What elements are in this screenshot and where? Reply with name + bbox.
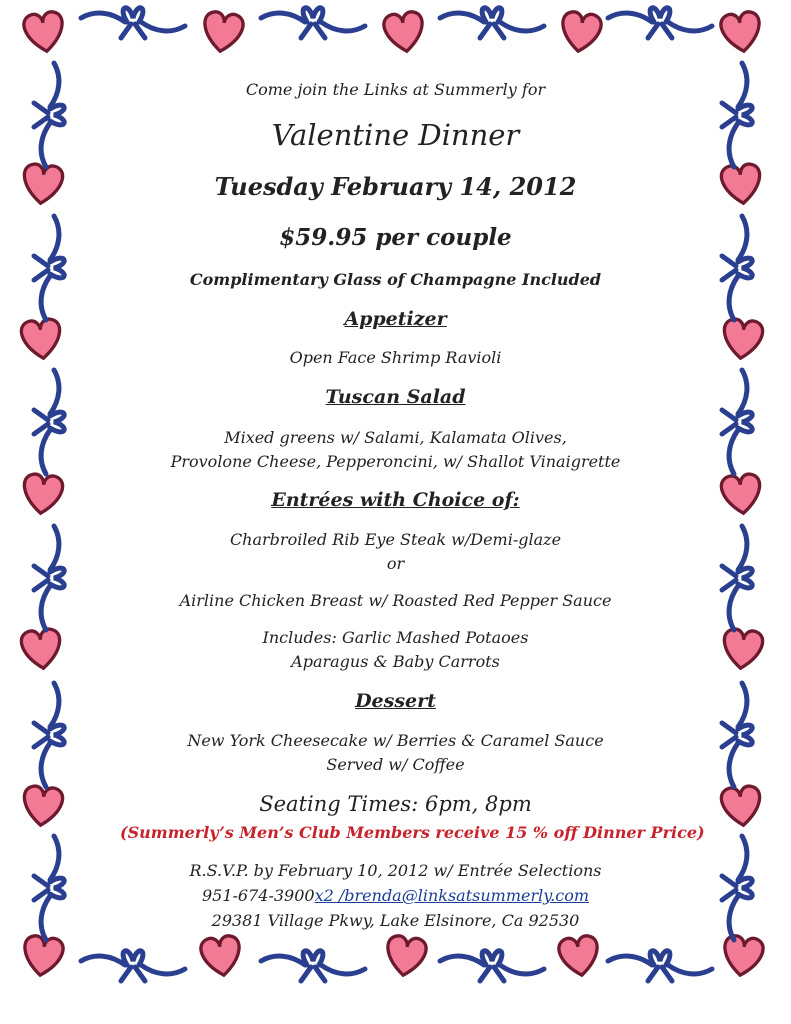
ribbon-bow-icon bbox=[722, 216, 752, 320]
heart-icon bbox=[720, 473, 762, 515]
event-title: Valentine Dinner bbox=[271, 118, 520, 152]
entree-1: Charbroiled Rib Eye Steak w/Demi-glaze bbox=[229, 530, 562, 549]
rsvp-line: R.S.V.P. by February 10, 2012 w/ Entrée Selections bbox=[189, 861, 602, 880]
event-price: $59.95 per couple bbox=[279, 224, 512, 251]
dessert-heading: Dessert bbox=[355, 690, 436, 712]
seating-times: Seating Times: 6pm, 8pm bbox=[259, 792, 532, 816]
ribbon-bow-icon bbox=[608, 8, 712, 38]
appetizer-item: Open Face Shrimp Ravioli bbox=[289, 348, 502, 367]
ribbon-bow-icon bbox=[722, 836, 752, 940]
ribbon-bow-icon bbox=[722, 370, 752, 474]
ribbon-bow-icon bbox=[440, 8, 544, 38]
salad-line-1: Mixed greens w/ Salami, Kalamata Olives, bbox=[224, 428, 567, 447]
ribbon-bow-icon bbox=[261, 8, 365, 38]
contact-line bbox=[120, 886, 671, 905]
heart-icon bbox=[558, 935, 601, 978]
entree-or: or bbox=[386, 554, 405, 573]
heart-icon bbox=[20, 628, 62, 670]
discount-note: (Summerly’s Men’s Club Members receive 15 % off Dinner Price) bbox=[120, 823, 705, 842]
ribbon-bow-icon bbox=[34, 63, 64, 167]
event-date: Tuesday February 14, 2012 bbox=[214, 172, 577, 201]
heart-icon bbox=[23, 11, 66, 54]
ribbon-bow-icon bbox=[608, 951, 712, 981]
heart-icon bbox=[21, 935, 64, 978]
entree-2: Airline Chicken Breast w/ Roasted Red Pepper Sauce bbox=[179, 591, 612, 610]
includes-line-1: Includes: Garlic Mashed Potaoes bbox=[262, 628, 529, 647]
salad-heading: Tuscan Salad bbox=[325, 386, 466, 408]
dessert-line-2: Served w/ Coffee bbox=[326, 755, 465, 774]
ribbon-bow-icon bbox=[722, 683, 752, 787]
heart-icon bbox=[200, 935, 243, 978]
ribbon-bow-icon bbox=[440, 951, 544, 981]
ribbon-bow-icon bbox=[722, 63, 752, 167]
ribbon-bow-icon bbox=[34, 836, 64, 940]
ribbon-bow-icon bbox=[34, 370, 64, 474]
heart-icon bbox=[384, 935, 427, 978]
appetizer-heading: Appetizer bbox=[344, 308, 447, 330]
heart-icon bbox=[722, 628, 764, 670]
heart-icon bbox=[201, 11, 244, 54]
ribbon-bow-icon bbox=[81, 8, 185, 38]
champagne-note: Complimentary Glass of Champagne Included bbox=[189, 270, 602, 289]
heart-icon bbox=[721, 935, 764, 978]
ribbon-bow-icon bbox=[34, 683, 64, 787]
ribbon-bow-icon bbox=[261, 951, 365, 981]
heart-icon bbox=[22, 473, 64, 515]
heart-icon bbox=[22, 163, 64, 205]
ribbon-bow-icon bbox=[34, 216, 64, 320]
heart-icon bbox=[720, 785, 762, 827]
phone-number: 951-674-3900 bbox=[201, 886, 315, 905]
dessert-line-1: New York Cheesecake w/ Berries & Caramel Sauce bbox=[187, 731, 604, 750]
heart-icon bbox=[722, 318, 764, 360]
ribbon-bow-icon bbox=[34, 526, 64, 630]
includes-line-2: Aparagus & Baby Carrots bbox=[291, 652, 500, 671]
intro-line: Come join the Links at Summerly for bbox=[245, 80, 546, 99]
address-line: 29381 Village Pkwy, Lake Elsinore, Ca 92530 bbox=[211, 911, 580, 930]
ribbon-bow-icon bbox=[722, 526, 752, 630]
ribbon-bow-icon bbox=[81, 951, 185, 981]
salad-line-2: Provolone Cheese, Pepperoncini, w/ Shallot Vinaigrette bbox=[170, 452, 621, 471]
heart-icon bbox=[22, 785, 64, 827]
heart-icon bbox=[559, 11, 602, 54]
heart-icon bbox=[20, 318, 62, 360]
email-link[interactable]: x2 /brenda@linksatsummerly.com bbox=[314, 886, 589, 905]
heart-icon bbox=[720, 11, 763, 54]
heart-icon bbox=[383, 11, 426, 54]
entrees-heading: Entrées with Choice of: bbox=[271, 489, 520, 511]
heart-icon bbox=[720, 163, 762, 205]
